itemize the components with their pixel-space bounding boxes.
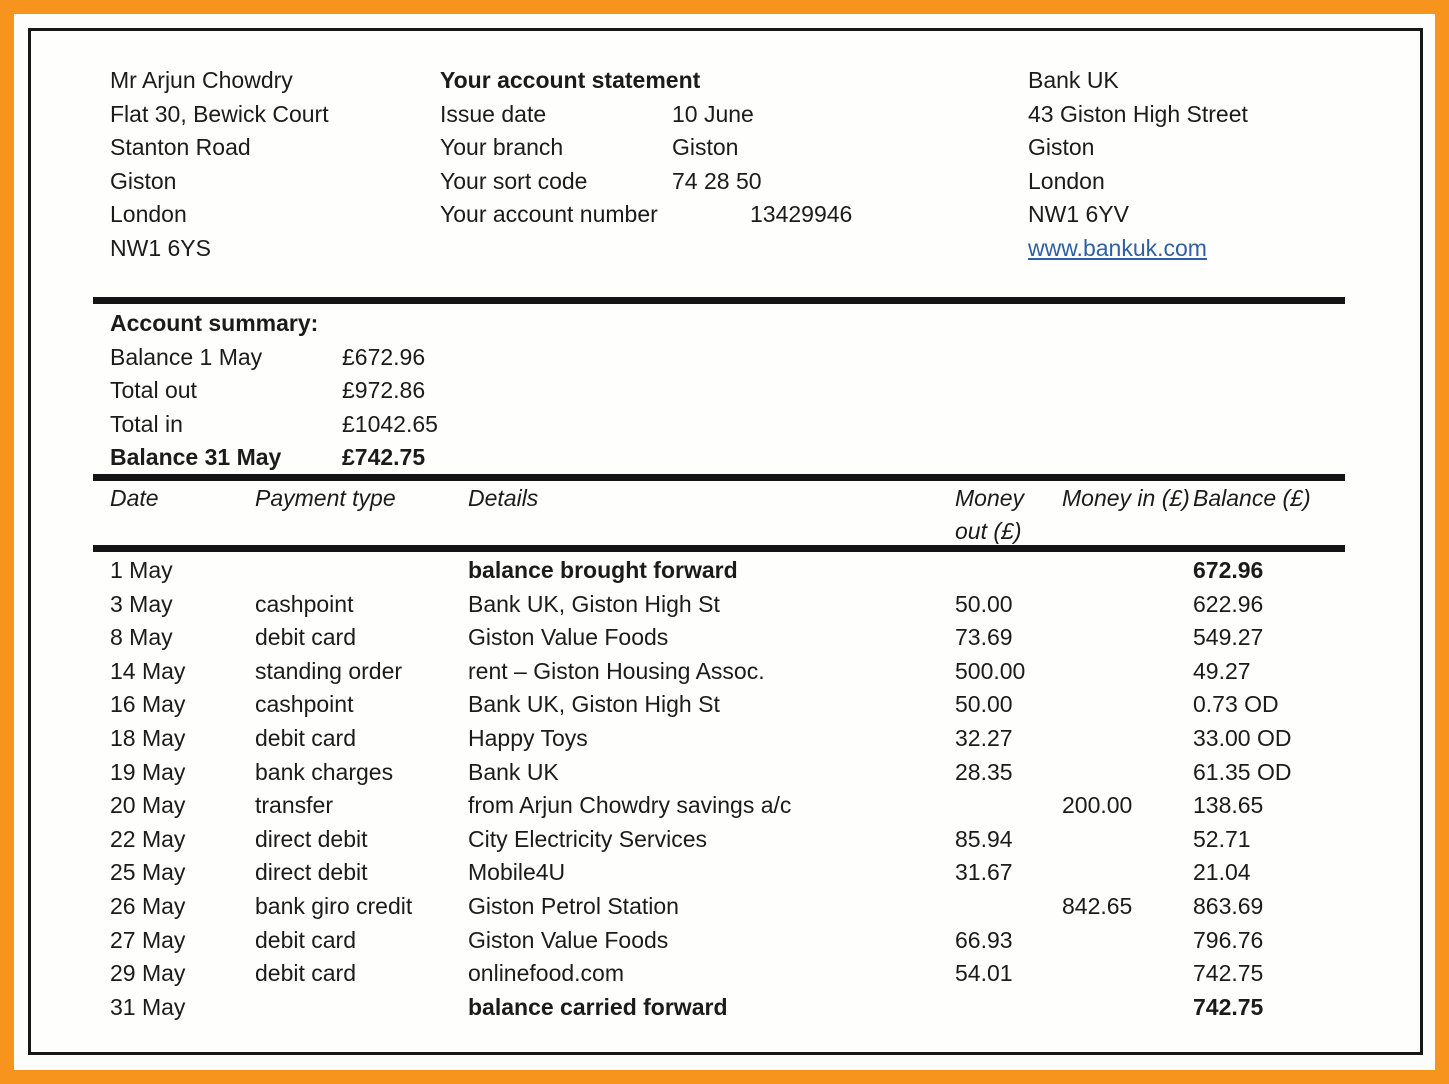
customer-address-line: Giston: [110, 167, 177, 194]
summary-value: £742.75: [342, 444, 426, 471]
cell-balance: 549.27: [1193, 624, 1264, 651]
cell-balance: 33.00 OD: [1193, 724, 1292, 751]
customer-address-line: London: [110, 201, 187, 228]
cell-payment-type: [255, 554, 468, 588]
cell-money-out: 54.01: [955, 960, 1013, 987]
cell-money-in: [1062, 554, 1193, 588]
cell-money-in: [1062, 655, 1193, 689]
cell-date: 14 May: [110, 657, 186, 684]
cell-money-out: 32.27: [955, 724, 1013, 751]
cell-date: 22 May: [110, 825, 186, 852]
cell-balance: 742.75: [1193, 993, 1264, 1020]
cell-payment-type: standing order: [255, 657, 403, 684]
summary-row: [110, 374, 426, 408]
cell-balance: 52.71: [1193, 825, 1251, 852]
cell-money-out: 50.00: [955, 691, 1013, 718]
statement-field: [440, 165, 762, 199]
cell-payment-type: bank giro credit: [255, 892, 413, 919]
header-date: Date: [110, 485, 159, 511]
table-header: [110, 482, 1352, 548]
cell-money-in: [1062, 957, 1193, 991]
header-balance: Balance (£): [1193, 485, 1311, 511]
summary-rows: [110, 341, 438, 475]
account-summary: [110, 307, 438, 475]
cell-details: City Electricity Services: [468, 825, 707, 852]
cell-date: 3 May: [110, 590, 173, 617]
cell-date: 27 May: [110, 926, 186, 953]
statement-fields: [440, 98, 853, 232]
customer-address: [110, 64, 329, 266]
bank-address-line: NW1 6YV: [1028, 201, 1129, 228]
cell-date: 31 May: [110, 993, 186, 1020]
cell-money-in: [1062, 588, 1193, 622]
account-summary-title: Account summary:: [110, 310, 319, 336]
cell-payment-type: transfer: [255, 792, 333, 819]
cell-date: 1 May: [110, 557, 173, 583]
cell-money-out: 28.35: [955, 758, 1013, 785]
cell-money-out: 73.69: [955, 624, 1013, 651]
cell-date: 18 May: [110, 724, 186, 751]
cell-money-in: [1062, 856, 1193, 890]
cell-money-out: [955, 991, 1062, 1025]
table-row: [110, 588, 1352, 622]
cell-money-in: [1062, 823, 1193, 857]
cell-details: rent – Giston Housing Assoc.: [468, 657, 765, 684]
bank-address-line: Giston: [1028, 134, 1095, 161]
cell-payment-type: debit card: [255, 624, 357, 651]
cell-date: 19 May: [110, 758, 186, 785]
summary-row: [110, 408, 438, 442]
bank-website-link[interactable]: www.bankuk.com: [1028, 234, 1207, 261]
table-row: [110, 856, 1352, 890]
customer-address-line: Mr Arjun Chowdry: [110, 67, 293, 93]
cell-balance: 49.27: [1193, 657, 1251, 684]
table-row: [110, 621, 1352, 655]
cell-date: 16 May: [110, 691, 186, 718]
statement-field-label: Your branch: [440, 134, 564, 161]
cell-balance: 672.96: [1193, 557, 1264, 583]
statement-meta: [440, 64, 853, 232]
table-row: [110, 924, 1352, 958]
cell-money-in: [1062, 688, 1193, 722]
cell-details: balance brought forward: [468, 557, 738, 583]
summary-row: [110, 341, 426, 375]
summary-label: Total in: [110, 410, 183, 437]
cell-payment-type: debit card: [255, 926, 357, 953]
summary-label: Balance 31 May: [110, 444, 282, 471]
header-payment-type: Payment type: [255, 485, 396, 511]
summary-value: £672.96: [342, 343, 426, 370]
cell-money-out: [955, 554, 1062, 588]
table-row: [110, 957, 1352, 991]
cell-balance: 138.65: [1193, 792, 1264, 819]
cell-money-in: 200.00: [1062, 792, 1133, 819]
cell-balance: 61.35 OD: [1193, 758, 1292, 785]
cell-balance: 796.76: [1193, 926, 1264, 953]
summary-row: [110, 441, 426, 475]
bank-address: [1028, 64, 1248, 266]
cell-payment-type: cashpoint: [255, 590, 354, 617]
cell-details: Giston Value Foods: [468, 926, 669, 953]
cell-details: from Arjun Chowdry savings a/c: [468, 792, 792, 819]
cell-money-out: [955, 890, 1062, 924]
cell-balance: 21.04: [1193, 859, 1251, 886]
statement-field: [440, 98, 754, 132]
cell-money-in: [1062, 722, 1193, 756]
table-row: [110, 722, 1352, 756]
divider-middle: [93, 474, 1345, 481]
bank-address-line: London: [1028, 167, 1105, 194]
bank-address-lines: [1028, 64, 1248, 232]
table-row: [110, 823, 1352, 857]
cell-details: onlinefood.com: [468, 960, 624, 987]
summary-value: £1042.65: [342, 410, 438, 437]
cell-money-in: 842.65: [1062, 892, 1133, 919]
cell-date: 26 May: [110, 892, 186, 919]
summary-label: Balance 1 May: [110, 343, 263, 370]
cell-payment-type: debit card: [255, 724, 357, 751]
cell-payment-type: cashpoint: [255, 691, 354, 718]
summary-label: Total out: [110, 377, 197, 404]
cell-money-out: 85.94: [955, 825, 1013, 852]
cell-money-in: [1062, 756, 1193, 790]
table-row: [110, 756, 1352, 790]
divider-header: [93, 545, 1345, 552]
cell-money-out: 500.00: [955, 657, 1026, 684]
divider-top: [93, 297, 1345, 304]
statement-field: [440, 131, 739, 165]
table-row: [110, 991, 1352, 1025]
statement-title: Your account statement: [440, 67, 701, 93]
cell-date: 8 May: [110, 624, 173, 651]
header-money-in: Money in (£): [1062, 485, 1190, 511]
cell-money-in: [1062, 924, 1193, 958]
customer-address-line: Stanton Road: [110, 134, 251, 161]
statement-field-label: Issue date: [440, 100, 547, 127]
cell-details: Giston Petrol Station: [468, 892, 679, 919]
cell-balance: 742.75: [1193, 960, 1264, 987]
cell-money-in: [1062, 991, 1193, 1025]
cell-balance: 0.73 OD: [1193, 691, 1279, 718]
cell-money-in: [1062, 621, 1193, 655]
cell-balance: 622.96: [1193, 590, 1264, 617]
table-row: [110, 688, 1352, 722]
customer-address-line: NW1 6YS: [110, 234, 211, 261]
cell-date: 29 May: [110, 960, 186, 987]
bank-address-line: Bank UK: [1028, 67, 1119, 93]
cell-payment-type: direct debit: [255, 859, 368, 886]
cell-details: balance carried forward: [468, 993, 728, 1020]
cell-details: Bank UK, Giston High St: [468, 590, 720, 617]
cell-payment-type: debit card: [255, 960, 357, 987]
statement-field: [440, 198, 853, 232]
header-money-out: Money out (£): [955, 485, 1025, 544]
summary-value: £972.86: [342, 377, 426, 404]
cell-date: 25 May: [110, 859, 186, 886]
table-row: [110, 890, 1352, 924]
customer-address-line: Flat 30, Bewick Court: [110, 100, 329, 127]
transaction-rows: [110, 554, 1352, 1024]
cell-date: 20 May: [110, 792, 186, 819]
table-row: [110, 554, 1352, 588]
cell-payment-type: [255, 991, 468, 1025]
cell-balance: 863.69: [1193, 892, 1264, 919]
cell-money-out: [955, 789, 1062, 823]
bank-address-line: 43 Giston High Street: [1028, 100, 1248, 127]
cell-money-out: 66.93: [955, 926, 1013, 953]
cell-money-out: 50.00: [955, 590, 1013, 617]
table-row: [110, 789, 1352, 823]
cell-details: Giston Value Foods: [468, 624, 669, 651]
cell-money-out: 31.67: [955, 859, 1013, 886]
table-row: [110, 655, 1352, 689]
header-details: Details: [468, 485, 539, 511]
statement-field-value: Giston: [672, 134, 739, 161]
cell-details: Happy Toys: [468, 724, 588, 751]
statement-field-value: 10 June: [672, 100, 754, 127]
cell-payment-type: direct debit: [255, 825, 368, 852]
statement-field-label: Your account number: [440, 201, 658, 228]
cell-details: Bank UK: [468, 758, 559, 785]
cell-details: Bank UK, Giston High St: [468, 691, 720, 718]
statement-field-label: Your sort code: [440, 167, 588, 194]
cell-details: Mobile4U: [468, 859, 566, 886]
statement-field-value: 13429946: [750, 201, 853, 228]
statement-field-value: 74 28 50: [672, 167, 762, 194]
cell-payment-type: bank charges: [255, 758, 394, 785]
